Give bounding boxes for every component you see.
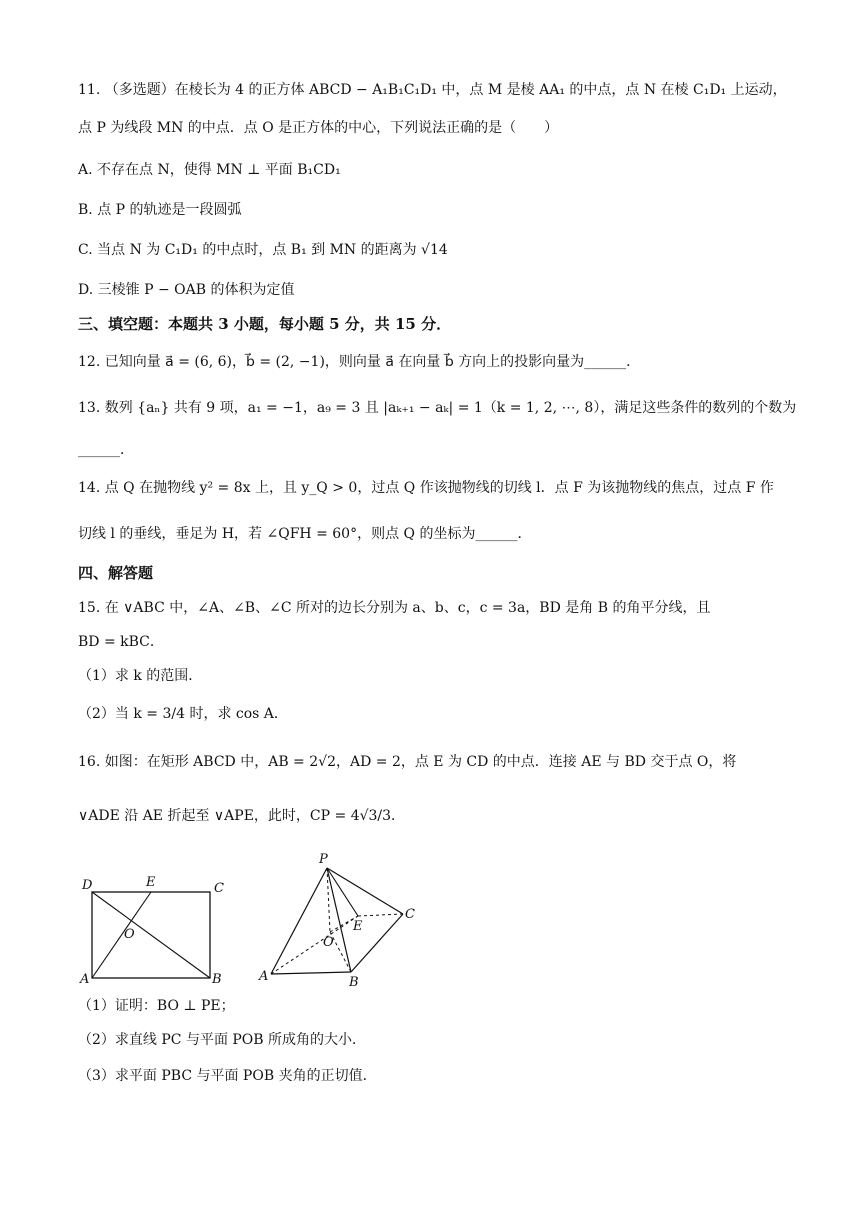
label-o: O xyxy=(323,935,334,950)
p13-line2: ______． xyxy=(78,442,134,458)
label-e: E xyxy=(353,919,363,934)
figure-pyramid xyxy=(255,848,425,990)
label-a: A xyxy=(259,969,269,984)
edge-pb xyxy=(327,868,351,972)
edge-pa xyxy=(271,868,327,974)
p16-q2: （2）求直线 PC 与平面 POB 所成角的大小． xyxy=(78,1032,367,1048)
p11-option-c: C. 当点 N 为 C₁D₁ 的中点时，点 B₁ 到 MN 的距离为 √14 xyxy=(78,242,448,258)
label-o: O xyxy=(124,927,135,942)
p15-q1: （1）求 k 的范围． xyxy=(78,668,203,684)
edge-ab xyxy=(271,972,351,974)
p15-q2: （2）当 k = 3/4 时，求 cos A． xyxy=(78,706,288,722)
edge-ec xyxy=(358,914,403,916)
p13-line1: 13. 数列 {aₙ} 共有 9 项，a₁ = −1，a₉ = 3 且 |aₖ₊₁ − aₖ| = 1（k = 1, 2, ⋯, 8），满足这些条件的数列的个数为 xyxy=(78,400,797,416)
section3-title: 三、填空题：本题共 3 小题，每小题 5 分，共 15 分． xyxy=(78,315,452,333)
p11-option-b: B. 点 P 的轨迹是一段圆弧 xyxy=(78,202,242,218)
label-d: D xyxy=(82,878,93,893)
p16-line1: 16. 如图：在矩形 ABCD 中，AB = 2√2，AD = 2，点 E 为 CD 的中点．连接 AE 与 BD 交于点 O，将 xyxy=(78,754,737,770)
edge-pc xyxy=(327,868,403,914)
segment-ae xyxy=(92,892,151,978)
p12-text: 12. 已知向量 a⃗ = (6, 6)，b⃗ = (2, −1)，则向量 a⃗ 在向量 b⃗ 方向上的投影向量为______． xyxy=(78,354,641,370)
label-b: B xyxy=(212,972,222,987)
p16-line2: ∨ADE 沿 AE 折起至 ∨APE，此时，CP = 4√3/3． xyxy=(78,808,406,824)
figure-rectangle xyxy=(78,870,238,990)
p16-q3: （3）求平面 PBC 与平面 POB 夹角的正切值． xyxy=(78,1068,377,1084)
p15-line2: BD = kBC． xyxy=(78,634,164,650)
p15-line1: 15. 在 ∨ABC 中，∠A、∠B、∠C 所对的边长分别为 a、b、c，c = 3a，BD 是角 B 的角平分线，且 xyxy=(78,600,711,616)
label-b: B xyxy=(349,975,359,990)
p14-line2: 切线 l 的垂线，垂足为 H，若 ∠QFH = 60°，则点 Q 的坐标为______． xyxy=(78,526,532,542)
label-c: C xyxy=(405,907,415,922)
label-a: A xyxy=(80,972,90,987)
p11-option-d: D. 三棱锥 P − OAB 的体积为定值 xyxy=(78,282,295,298)
label-c: C xyxy=(214,881,224,896)
label-e: E xyxy=(146,875,156,890)
section4-title: 四、解答题 xyxy=(78,564,154,582)
edge-pe xyxy=(327,868,358,916)
p16-q1: （1）证明：BO ⊥ PE； xyxy=(78,998,235,1014)
p11-stem-line2: 点 P 为线段 MN 的中点．点 O 是正方体的中心，下列说法正确的是（ ） xyxy=(78,120,559,136)
p11-stem-line1: 11. （多选题）在棱长为 4 的正方体 ABCD − A₁B₁C₁D₁ 中，点 M 是棱 AA₁ 的中点，点 N 在棱 C₁D₁ 上运动， xyxy=(78,82,787,98)
p11-option-a: A. 不存在点 N，使得 MN ⊥ 平面 B₁CD₁ xyxy=(78,162,341,178)
label-p: P xyxy=(319,852,328,867)
p14-line1: 14. 点 Q 在抛物线 y² = 8x 上，且 y_Q > 0，过点 Q 作该抛物线的切线 l．点 F 为该抛物线的焦点，过点 F 作 xyxy=(78,480,774,496)
segment-bd xyxy=(92,892,210,978)
